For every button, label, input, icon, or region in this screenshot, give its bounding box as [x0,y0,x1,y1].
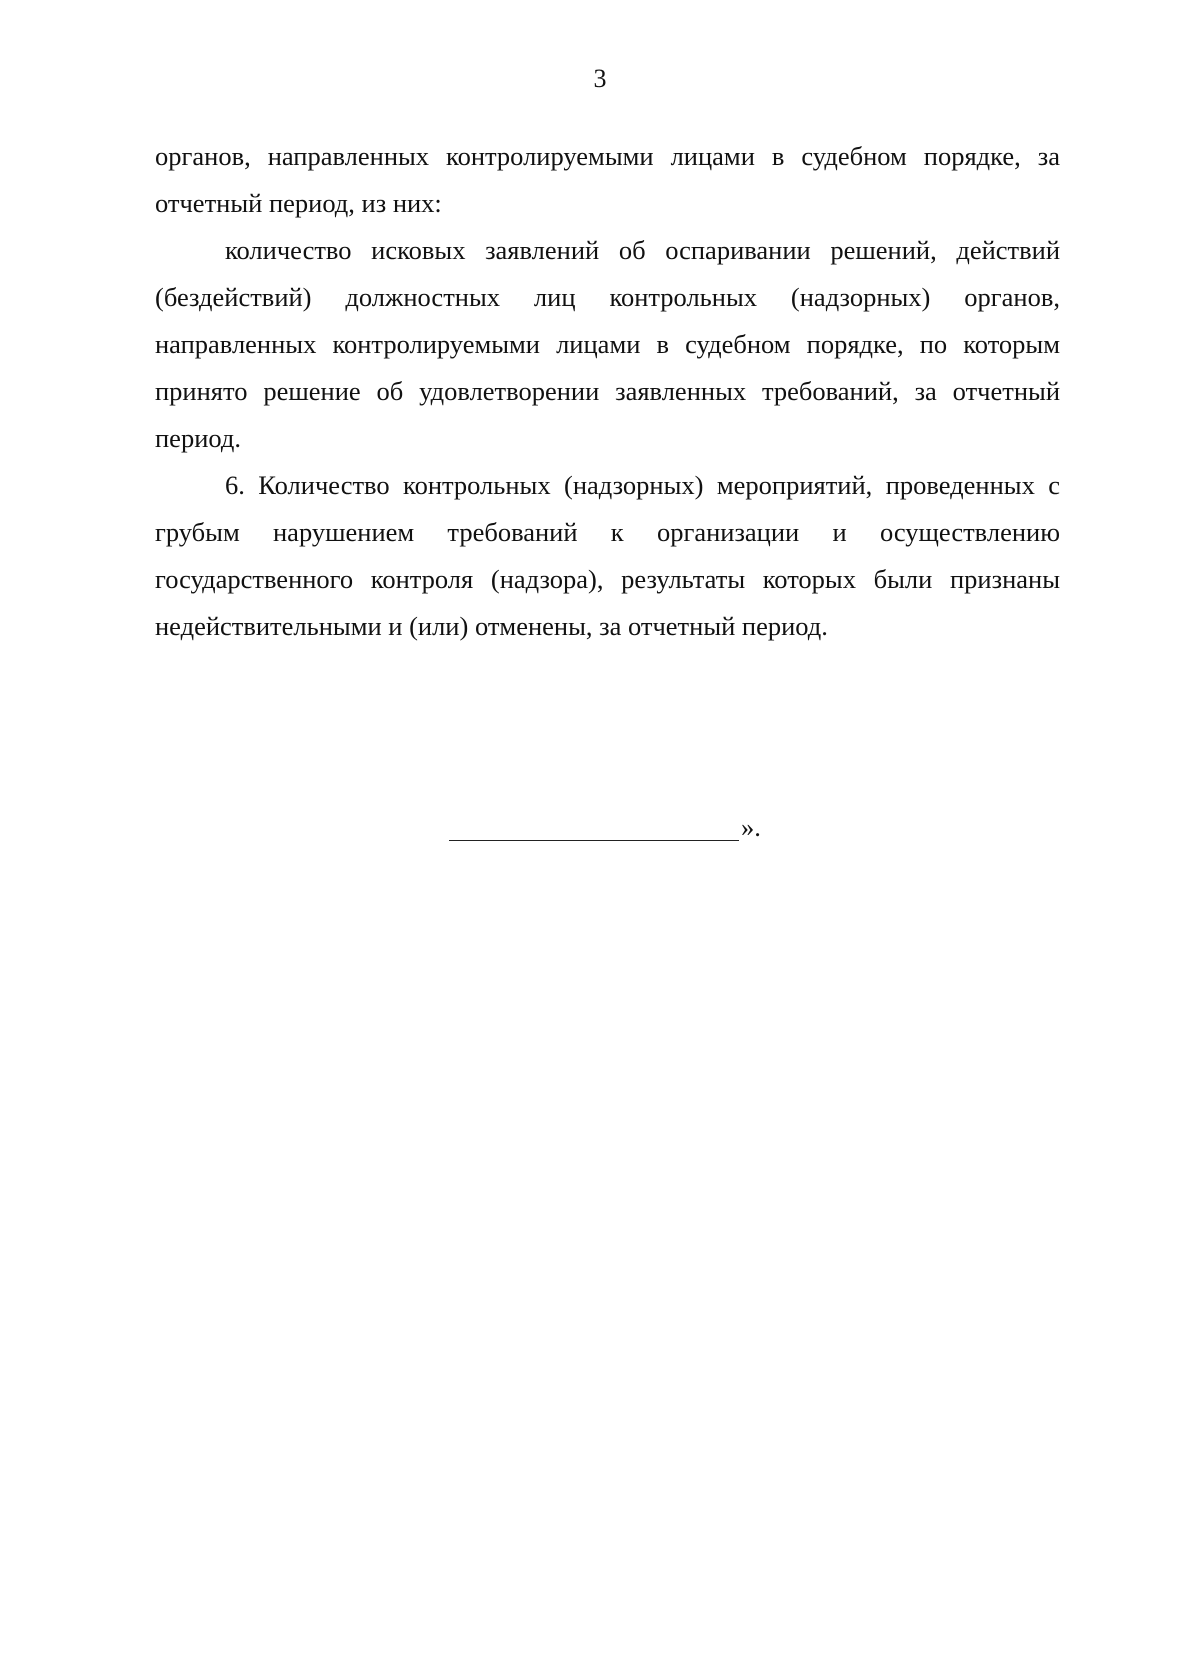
paragraph-item-6: 6. Количество контрольных (надзорных) мероприятий, проведенных с грубым нарушением требований к организации и осуществлению государственного контроля (надзора), результаты которых были признаны недействительными и (или) отменены, за отчетный период. [155,470,1060,641]
paragraph-claims-count: количество исковых заявлений об оспаривании решений, действий (бездействий) должностных лиц контрольных (надзорных) органов, направленных контролируемыми лицами в судебном порядке, по которым принято решение об удовлетворении заявленных требований, за отчетный период. [155,235,1060,453]
closing-rule-line [449,840,739,841]
page-number: 3 [593,64,607,93]
document-body [155,133,1060,650]
closing-quote-mark: ». [741,812,761,842]
paragraph-continuation: органов, направленных контролируемыми лицами в судебном порядке, за отчетный период, из них: [155,141,1060,218]
